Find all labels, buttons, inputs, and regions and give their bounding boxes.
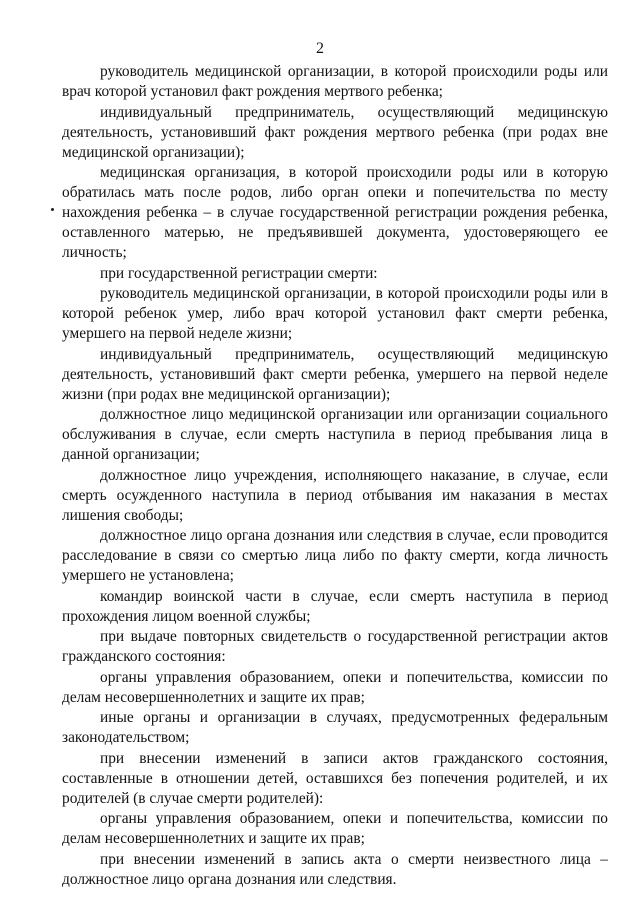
paragraph: должностное лицо органа дознания или следствия в случае, если проводится расследование в связи со смертью лица либо по факту смерти, когда личность умершего не установлена; bbox=[62, 527, 608, 584]
paragraph: органы управления образованием, опеки и попечительства, комиссии по делам несовершеннолетних и защите их прав; bbox=[62, 668, 608, 706]
margin-mark bbox=[51, 208, 54, 211]
paragraph: индивидуальный предприниматель, осуществляющий медицинскую деятельность, установивший факт смерти ребенка, умершего на первой неделе жизни (при родах вне медицинской организации); bbox=[62, 345, 608, 403]
paragraph: индивидуальный предприниматель, осуществляющий медицинскую деятельность, установивший факт рождения мертвого ребенка (при родах вне медицинской организации); bbox=[62, 103, 608, 161]
paragraph: при внесении изменений в запись акта о смерти неизвестного лица – должностное лицо органа дознания или следствия. bbox=[62, 850, 608, 888]
paragraph: должностное лицо медицинской организации или организации социального обслуживания в случае, если смерть наступила в период пребывания лица в данной организации; bbox=[62, 406, 608, 463]
paragraph: медицинская организация, в которой происходили роды или в которую обратилась мать после родов, либо орган опеки и попечительства по месту нахождения ребенка – в случае государственной регистрации рождения ребенка, оставленного матерью, не предъявившей документа, удостоверяющего ее личность; bbox=[62, 164, 608, 261]
page-number: 2 bbox=[316, 40, 324, 57]
paragraph: иные органы и организации в случаях, предусмотренных федеральным законодательством; bbox=[62, 709, 608, 746]
paragraph: руководитель медицинской организации, в которой происходили роды или в которой ребенок умер, либо врач которой установил факт смерти ребенка, умершего на первой неделе жизни; bbox=[62, 285, 608, 342]
paragraph: руководитель медицинской организации, в которой происходили роды или врач которой установил факт рождения мертвого ребенка; bbox=[62, 63, 608, 100]
document-body bbox=[62, 62, 608, 890]
paragraph: при внесении изменений в записи актов гражданского состояния, составленные в отношении детей, оставшихся без попечения родителей, и их родителей (в случае смерти родителей): bbox=[62, 749, 608, 807]
paragraph: органы управления образованием, опеки и попечительства, комиссии по делам несовершеннолетних и защите их прав; bbox=[62, 810, 608, 847]
paragraph: должностное лицо учреждения, исполняющего наказание, в случае, если смерть осужденного наступила в период отбывания им наказания в местах лишения свободы; bbox=[62, 466, 608, 524]
paragraph: командир воинской части в случае, если смерть наступила в период прохождения лицом военной службы; bbox=[62, 587, 608, 625]
paragraph: при выдаче повторных свидетельств о государственной регистрации актов гражданского состояния: bbox=[62, 628, 608, 665]
paragraph: при государственной регистрации смерти: bbox=[100, 264, 378, 282]
